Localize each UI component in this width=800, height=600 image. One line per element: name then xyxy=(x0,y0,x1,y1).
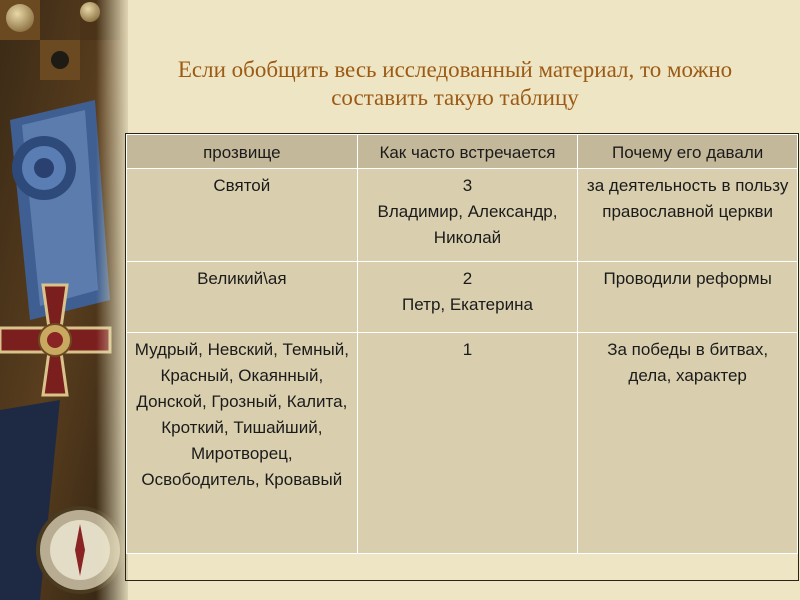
nicknames-table xyxy=(126,134,798,554)
table-row xyxy=(127,169,798,262)
slide-title-line-2: составить такую таблицу xyxy=(331,85,579,110)
table-row xyxy=(127,333,798,554)
cell-reason: Проводили реформы xyxy=(578,262,798,333)
slide-title-line-1: Если обобщить весь исследованный материал, то можно xyxy=(177,57,733,82)
cell-reason: за деятельность в пользу православной церкви xyxy=(578,169,798,262)
table-header-row xyxy=(127,135,798,169)
cell-names: Владимир, Александр, Николай xyxy=(377,202,558,247)
cell-frequency xyxy=(357,262,578,333)
slide-title xyxy=(110,56,800,112)
cell-frequency xyxy=(357,333,578,554)
header-nickname: прозвище xyxy=(127,135,358,169)
cell-nickname: Мудрый, Невский, Темный, Красный, Окаянный, Донской, Грозный, Калита, Кроткий, Тишайший, Миротворец, Освободитель, Кровавый xyxy=(127,333,358,554)
cell-count: 2 xyxy=(462,269,473,288)
cell-frequency xyxy=(357,169,578,262)
cell-nickname: Великий\ая xyxy=(127,262,358,333)
cell-names: Петр, Екатерина xyxy=(402,295,533,314)
cell-nickname: Святой xyxy=(127,169,358,262)
header-reason: Почему его давали xyxy=(578,135,798,169)
cell-reason: За победы в битвах, дела, характер xyxy=(578,333,798,554)
table-row xyxy=(127,262,798,333)
cell-count: 3 xyxy=(462,176,473,195)
cell-count: 1 xyxy=(462,340,473,359)
medals-decoration-image xyxy=(0,0,128,600)
header-frequency: Как часто встречается xyxy=(357,135,578,169)
